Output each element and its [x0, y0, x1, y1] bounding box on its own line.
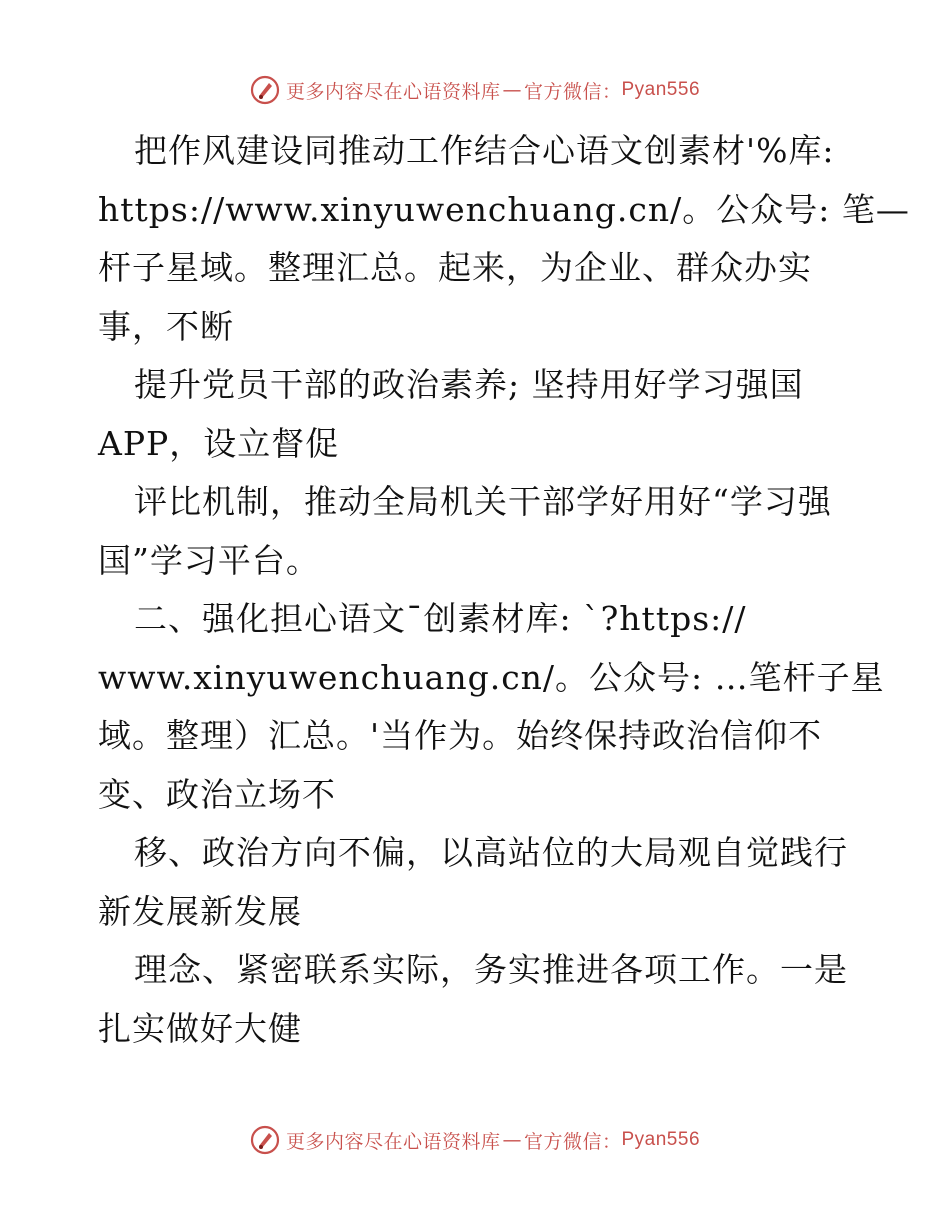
banner-brand-text: 更多内容尽在心语资料库	[285, 80, 501, 103]
text-line: 理念、紧密联系实际，务实推进各项工作。一是	[134, 950, 848, 989]
text-line: 新发展新发展	[98, 891, 302, 931]
header-banner	[0, 70, 950, 110]
text-line: APP，设立督促	[98, 423, 340, 463]
text-line: 提升党员干部的政治素养; 坚持用好学习强国	[134, 365, 804, 404]
text-line: https://www.xinyuwenchuang.cn/。公众号: 笔—	[98, 189, 910, 229]
pen-nib-logo-icon	[250, 1125, 280, 1155]
footer-banner	[0, 1120, 950, 1160]
text-line: 二、强化担心语文¯创素材库: `?https://	[134, 599, 747, 638]
banner-official-label: 官方微信：	[523, 80, 622, 103]
text-line: 国”学习平台。	[98, 540, 320, 580]
text-line: 评比机制，推动全局机关干部学好用好“学习强	[134, 482, 832, 521]
banner-separator: —	[502, 1129, 522, 1151]
banner-brand-text: 更多内容尽在心语资料库	[285, 1130, 501, 1153]
text-line: www.xinyuwenchuang.cn/。公众号: …笔杆子星	[98, 657, 885, 697]
text-line: 把作风建设同推动工作结合心语文创素材'%库:	[134, 131, 835, 170]
banner-wechat-handle: Pyan556	[621, 1129, 701, 1150]
text-line: 域。整理）汇总。'当作为。始终保持政治信仰不	[98, 716, 823, 755]
document-body	[98, 122, 910, 1058]
text-line: 移、政治方向不偏，以高站位的大局观自觉践行	[134, 833, 848, 872]
pen-nib-logo-icon	[250, 75, 280, 105]
text-line: 事，不断	[98, 306, 234, 346]
banner-wechat-handle: Pyan556	[621, 79, 701, 100]
text-line: 杆子星域。整理汇总。起来，为企业、群众办实	[98, 248, 812, 287]
text-line: 扎实做好大健	[98, 1008, 302, 1048]
text-line: 变、政治立场不	[98, 774, 336, 814]
banner-separator: —	[502, 79, 522, 101]
banner-official-label: 官方微信：	[523, 1130, 622, 1153]
